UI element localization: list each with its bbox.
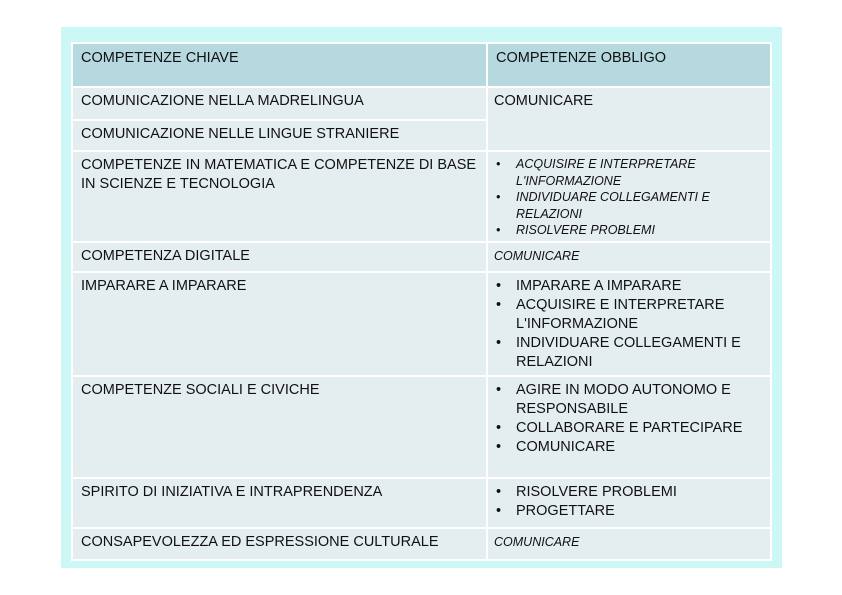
- cell-competenze-matematica: COMPETENZE IN MATEMATICA E COMPETENZE DI BASE IN SCIENZE E TECNOLOGIA: [72, 151, 487, 242]
- obbligo-list: [494, 381, 764, 457]
- cell-comunicazione-lingue-straniere: COMUNICAZIONE NELLE LINGUE STRANIERE: [72, 120, 487, 151]
- list-item: • COMUNICARE: [494, 438, 764, 457]
- obbligo-list: [494, 277, 764, 372]
- obbligo-list: [494, 156, 764, 239]
- table-row: [72, 478, 771, 528]
- list-item: • COLLABORARE E PARTECIPARE: [494, 419, 764, 438]
- obbligo-list: [494, 483, 764, 521]
- list-item: • ACQUISIRE E INTERPRETARE L'INFORMAZIONE: [494, 156, 764, 189]
- cell-competenze-sociali: COMPETENZE SOCIALI E CIVICHE: [72, 376, 487, 478]
- table-row: [72, 87, 771, 120]
- competenze-table: [71, 42, 772, 561]
- list-item: • AGIRE IN MODO AUTONOMO E RESPONSABILE: [494, 381, 764, 419]
- list-item: • INDIVIDUARE COLLEGAMENTI E RELAZIONI: [494, 334, 764, 372]
- cell-consapevolezza-culturale: CONSAPEVOLEZZA ED ESPRESSIONE CULTURALE: [72, 528, 487, 560]
- list-item: • RISOLVERE PROBLEMI: [494, 222, 764, 239]
- table-row: [72, 272, 771, 376]
- cell-obbligo-culturale: COMUNICARE: [487, 528, 771, 560]
- list-item: • PROGETTARE: [494, 502, 764, 521]
- cell-obbligo-matematica: [487, 151, 771, 242]
- list-item: • INDIVIDUARE COLLEGAMENTI E RELAZIONI: [494, 189, 764, 222]
- cell-obbligo-iniziativa: [487, 478, 771, 528]
- list-item: • ACQUISIRE E INTERPRETARE L'INFORMAZIONE: [494, 296, 764, 334]
- header-competenze-chiave: COMPETENZE CHIAVE: [72, 43, 487, 87]
- cell-obbligo-sociali: [487, 376, 771, 478]
- table-row: [72, 151, 771, 242]
- table-row: [72, 528, 771, 560]
- cell-obbligo-imparare: [487, 272, 771, 376]
- table-row: [72, 376, 771, 478]
- table-row: [72, 242, 771, 272]
- table-header-row: [72, 43, 771, 87]
- cell-imparare-a-imparare: IMPARARE A IMPARARE: [72, 272, 487, 376]
- cell-spirito-iniziativa: SPIRITO DI INIZIATIVA E INTRAPRENDENZA: [72, 478, 487, 528]
- header-competenze-obbligo: COMPETENZE OBBLIGO: [487, 43, 771, 87]
- cell-comunicare-merged: COMUNICARE: [487, 87, 771, 151]
- cell-competenza-digitale: COMPETENZA DIGITALE: [72, 242, 487, 272]
- cell-obbligo-digitale: COMUNICARE: [487, 242, 771, 272]
- list-item: • IMPARARE A IMPARARE: [494, 277, 764, 296]
- list-item: • RISOLVERE PROBLEMI: [494, 483, 764, 502]
- cell-comunicazione-madrelingua: COMUNICAZIONE NELLA MADRELINGUA: [72, 87, 487, 120]
